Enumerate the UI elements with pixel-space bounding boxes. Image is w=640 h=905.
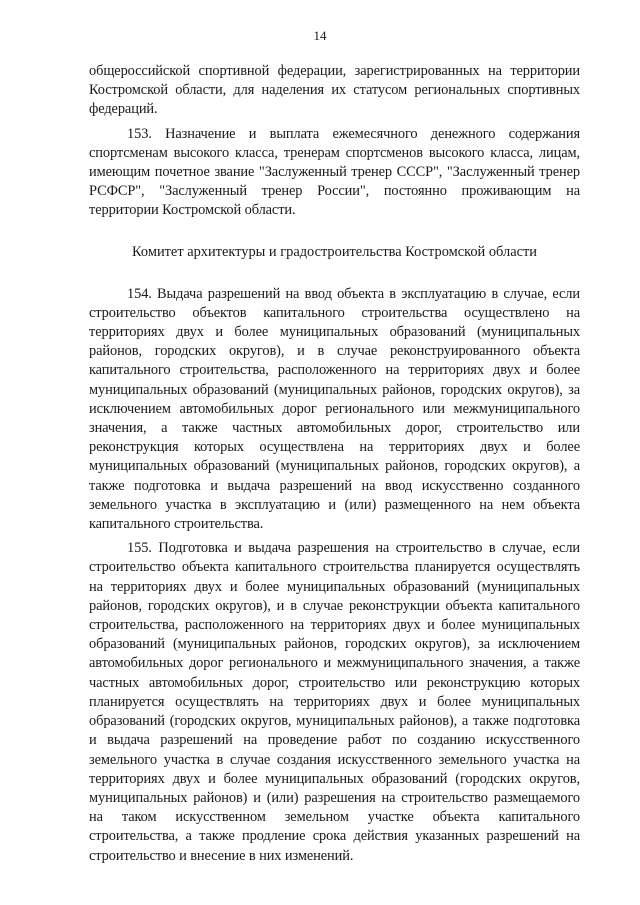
page-number: 14 <box>313 28 327 43</box>
document-body <box>89 62 580 866</box>
paragraph-153: 153. Назначение и выплата ежемесячного денежного содержания спортсменам высокого класса, тренерам спортсменов высокого класса, лицам, имеющим почетное звание "Заслуженный тренер СССР", "Заслуженный тренер РСФСР", "Заслуженный тренер России", постоянно проживающим на территории Костромской области. <box>89 125 580 219</box>
paragraph-154: 154. Выдача разрешений на ввод объекта в эксплуатацию в случае, если строительство объектов капитального строительства осуществлено на территориях двух и более муниципальных образований (муниципальных районов, городских округов), и в случае реконструированного объекта капитального строительства, расположенного на территориях двух и более муниципальных образований (муниципальных районов, городских округов), за исключением автомобильных дорог регионального или межмуниципального значения, а также частных автомобильных дорог, строительство или реконструкция которых осуществлена на территориях двух и более муниципальных образований (муниципальных районов, городских округов), а также подготовка и выдача разрешений на ввод искусственно созданного земельного участка в эксплуатацию и (или) размещенного на нем объекта капитального строительства. <box>89 285 580 533</box>
paragraph-155: 155. Подготовка и выдача разрешения на строительство в случае, если строительство объекта капитального строительства планируется осуществлять на территориях двух и более муниципальных образований (муниципальных районов, городских округов), и в случае реконструкции объекта капитального строительства, расположенного на территориях двух и более муниципальных образований (муниципальных районов, городских округов), за исключением автомобильных дорог регионального и межмуниципального значения, а также частных автомобильных дорог, строительство или реконструкцию которых планируется осуществлять на территориях двух и более муниципальных образований (городских округов, муниципальных районов), а также подготовка и выдача разрешений на проведение работ по созданию искусственного земельного участка в случае создания искусственного земельного участка на территориях двух и более муниципальных образований (городских округов, муниципальных районов) и (или) разрешения на строительство размещаемого на таком искусственном земельном участке объекта капитального строительства, а также продление срока действия указанных разрешений на строительство и внесение в них изменений. <box>89 540 580 864</box>
paragraph-intro-continuation: общероссийской спортивной федерации, зарегистрированных на территории Костромской области, для наделения их статусом региональных спортивных федераций. <box>89 63 580 118</box>
section-heading: Комитет архитектуры и градостроительства Костромской области <box>132 243 537 260</box>
